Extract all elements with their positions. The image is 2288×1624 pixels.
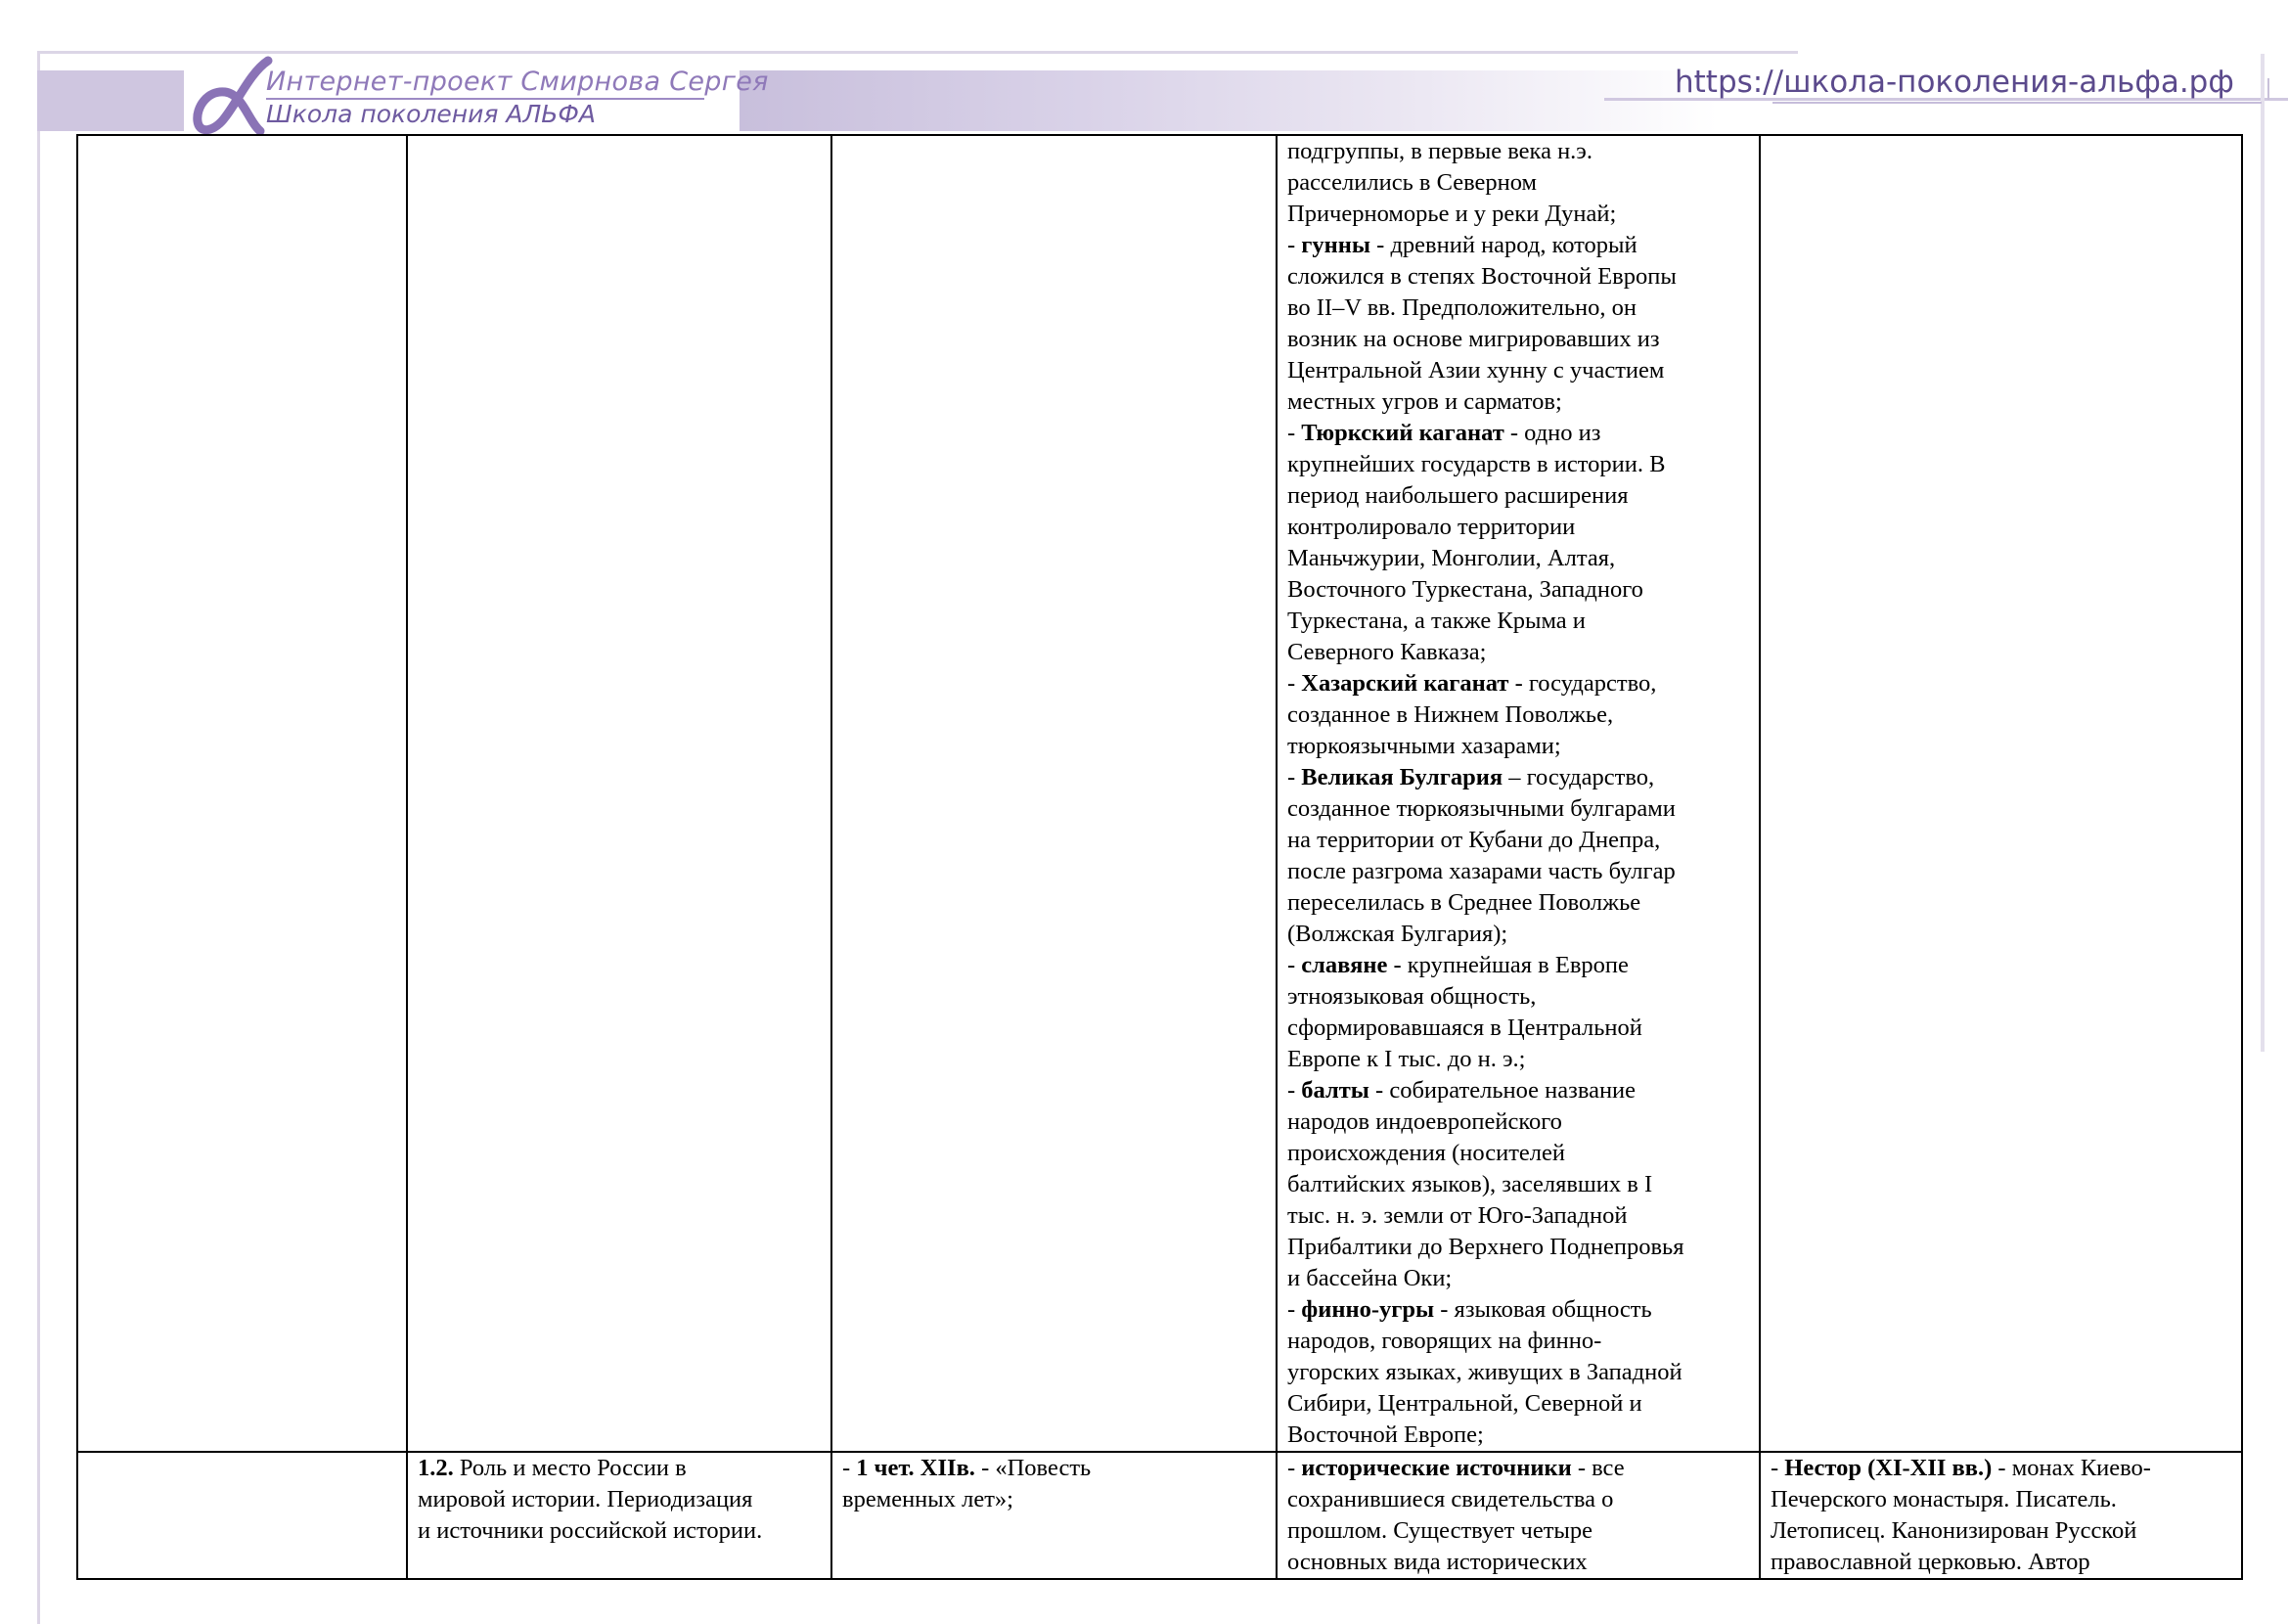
- text-line: угорских языках, живущих в Западной: [1287, 1359, 1682, 1385]
- text-line: на территории от Кубани до Днепра,: [1287, 827, 1661, 853]
- text-line: период наибольшего расширения: [1287, 482, 1629, 509]
- text-line: Европе к I тыс. до н. э.;: [1287, 1046, 1526, 1072]
- text-line: возник на основе мигрировавших из: [1287, 326, 1660, 352]
- text-line: крупнейших государств в истории. В: [1287, 451, 1666, 477]
- table-cell-r2c4: [1277, 1452, 1760, 1579]
- header-band-left: [37, 70, 184, 131]
- term-definition: Роль и место России в: [453, 1455, 687, 1481]
- text-line: расселились в Северном: [1287, 169, 1538, 196]
- text-line: [1287, 668, 1749, 699]
- term-bold: гунны: [1301, 232, 1371, 258]
- text-line: балтийских языков), заселявших в I: [1287, 1171, 1653, 1197]
- text-line: созданное в Нижнем Поволжье,: [1287, 701, 1614, 728]
- school-name: Школа поколения АЛЬФА: [266, 100, 597, 128]
- table-row: [77, 1452, 2242, 1579]
- text-line: [842, 1453, 1266, 1484]
- text-prefix: -: [1771, 1455, 1785, 1481]
- term-bold: 1.2.: [418, 1455, 454, 1481]
- table-cell-r2c3: [831, 1452, 1277, 1579]
- text-prefix: -: [1287, 1296, 1302, 1323]
- text-line: Восточного Туркестана, Западного: [1287, 576, 1643, 603]
- url-underline: [1772, 102, 2262, 104]
- site-url-link[interactable]: https://школа-поколения-альфа.рф: [1675, 65, 2234, 100]
- term-bold: славяне: [1301, 952, 1388, 978]
- text-prefix: -: [1287, 1455, 1302, 1481]
- text-line: Прибалтики до Верхнего Поднепровья: [1287, 1234, 1684, 1260]
- term-bold: 1 чет. XIIв.: [856, 1455, 975, 1481]
- header-band-right: [740, 70, 1718, 131]
- term-bold: финно-угры: [1301, 1296, 1435, 1323]
- text-line: во II–V вв. Предположительно, он: [1287, 294, 1637, 321]
- term-definition: - одно из: [1503, 420, 1601, 446]
- term-bold: балты: [1301, 1077, 1369, 1104]
- text-prefix: -: [1287, 764, 1302, 790]
- text-prefix: -: [1287, 1077, 1302, 1104]
- text-line: Центральной Азии хунну с участием: [1287, 357, 1665, 383]
- text-line: сложился в степях Восточной Европы: [1287, 263, 1677, 290]
- text-line: [418, 1453, 821, 1484]
- content-table: [76, 134, 2243, 1580]
- text-line: мировой истории. Периодизация: [418, 1486, 753, 1512]
- term-bold: Тюркский каганат: [1301, 420, 1504, 446]
- term-definition: – государство,: [1503, 764, 1655, 790]
- page-right-border: [2261, 54, 2265, 1052]
- text-line: подгруппы, в первые века н.э.: [1287, 138, 1593, 164]
- term-bold: Нестор (XI-XII вв.): [1784, 1455, 1993, 1481]
- text-line: Восточной Европе;: [1287, 1421, 1484, 1448]
- text-line: Летописец. Канонизирован Русской: [1771, 1517, 2137, 1544]
- text-prefix: -: [1287, 232, 1302, 258]
- text-line: местных угров и сарматов;: [1287, 388, 1562, 415]
- text-line: [1287, 418, 1749, 449]
- table-cell-r2c5: [1760, 1452, 2242, 1579]
- text-line: прошлом. Существует четыре: [1287, 1517, 1593, 1544]
- text-line: и бассейна Оки;: [1287, 1265, 1453, 1291]
- term-definition: - языковая общность: [1434, 1296, 1652, 1323]
- text-prefix: -: [842, 1455, 857, 1481]
- term-definition: - монах Киево-: [1992, 1455, 2151, 1481]
- text-line: сохранившиеся свидетельства о: [1287, 1486, 1614, 1512]
- text-line: народов индоевропейского: [1287, 1108, 1562, 1135]
- term-bold: Великая Булгария: [1301, 764, 1503, 790]
- text-line: временных лет»;: [842, 1486, 1013, 1512]
- text-line: происхождения (носителей: [1287, 1140, 1566, 1166]
- text-line: переселилась в Среднее Поволжье: [1287, 889, 1641, 916]
- text-line: [1287, 230, 1749, 261]
- alpha-logo-icon: [192, 53, 276, 139]
- text-line: Туркестана, а также Крыма и: [1287, 608, 1586, 634]
- page-right-tick: [2267, 78, 2269, 100]
- text-line: тыс. н. э. земли от Юго-Западной: [1287, 1202, 1628, 1229]
- text-line: Причерноморье и у реки Дунай;: [1287, 201, 1617, 227]
- term-definition: - все: [1571, 1455, 1625, 1481]
- text-line: [1771, 1453, 2231, 1484]
- text-line: сформировавшаяся в Центральной: [1287, 1015, 1642, 1041]
- text-line: народов, говорящих на финно-: [1287, 1328, 1602, 1354]
- text-line: православной церковью. Автор: [1771, 1549, 2090, 1575]
- text-line: контролировало территории: [1287, 514, 1576, 540]
- text-line: [1287, 1453, 1749, 1484]
- text-line: тюркоязычными хазарами;: [1287, 733, 1561, 759]
- text-line: Сибири, Центральной, Северной и: [1287, 1390, 1642, 1417]
- text-line: [1287, 1294, 1749, 1326]
- table-cell-r2c1: [77, 1452, 407, 1579]
- text-line: [1287, 950, 1749, 981]
- table-cell-r1c5: [1760, 135, 2242, 1452]
- term-bold: исторические источники: [1301, 1455, 1572, 1481]
- term-definition: - «Повесть: [974, 1455, 1092, 1481]
- table-cell-r2c2: [407, 1452, 831, 1579]
- text-line: [1287, 762, 1749, 793]
- text-line: Северного Кавказа;: [1287, 639, 1487, 665]
- text-line: основных вида исторических: [1287, 1549, 1588, 1575]
- term-definition: - крупнейшая в Европе: [1387, 952, 1629, 978]
- text-line: (Волжская Булгария);: [1287, 921, 1508, 947]
- text-line: [1287, 1075, 1749, 1106]
- text-line: этноязыковая общность,: [1287, 983, 1537, 1010]
- table-cell-r1c4: [1277, 135, 1760, 1452]
- page-top-border: [37, 51, 1798, 54]
- text-line: после разгрома хазарами часть булгар: [1287, 858, 1676, 884]
- text-prefix: -: [1287, 420, 1302, 446]
- text-line: созданное тюркоязычными булгарами: [1287, 795, 1676, 822]
- term-definition: - древний народ, который: [1370, 232, 1637, 258]
- term-definition: - собирательное название: [1368, 1077, 1637, 1104]
- table-cell-r1c3: [831, 135, 1277, 1452]
- term-bold: Хазарский каганат: [1301, 670, 1509, 697]
- table-row: [77, 135, 2242, 1452]
- term-definition: - государство,: [1508, 670, 1657, 697]
- text-line: Печерского монастыря. Писатель.: [1771, 1486, 2117, 1512]
- page-left-border: [37, 51, 40, 1624]
- project-name: Интернет-проект Смирнова Сергея: [266, 67, 769, 97]
- text-line: и источники российской истории.: [418, 1517, 763, 1544]
- table-cell-r1c1: [77, 135, 407, 1452]
- text-line: Маньчжурии, Монголии, Алтая,: [1287, 545, 1616, 571]
- table-cell-r1c2: [407, 135, 831, 1452]
- text-prefix: -: [1287, 670, 1302, 697]
- text-prefix: -: [1287, 952, 1302, 978]
